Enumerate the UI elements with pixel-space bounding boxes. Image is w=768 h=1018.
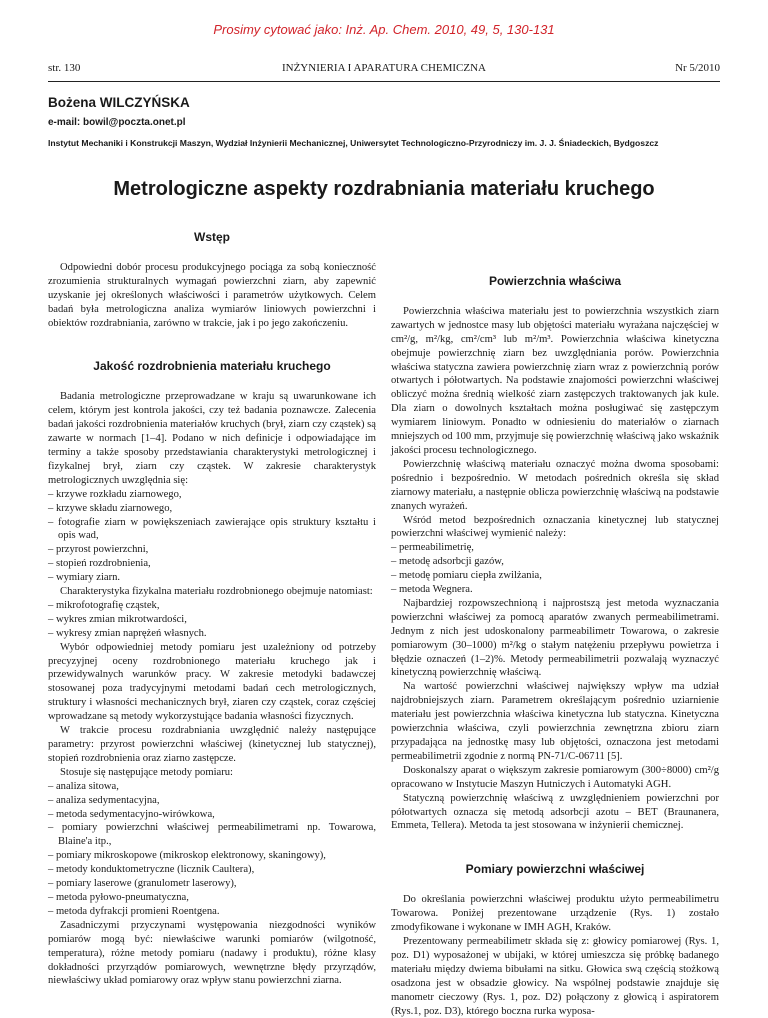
heading-wstep: Wstęp [194, 230, 230, 244]
heading-powierzchnia: Powierzchnia właściwa [488, 274, 622, 288]
paragraph: Badania metrologiczne przeprowadzane w kraju są uwarunkowane ich celem, którym jest kontrola jakości, czy też badania poznawcze. Zalecenia badań jakości rozdrobnienia materiałów kruchych (brył, ziarn czy cząstek) są zawarte w normach [1–4]. Podano w nich definicje i odpowiadające im terminy a także sposoby przedstawiania charakterystyki metrologicznej i fizykalnej brył, ziarn czy cząstek. W zakresie charakterystyk metrologicznych uwzględnia się: [48, 391, 376, 486]
list-item: – przyrost powierzchni, [48, 544, 149, 556]
list-direct-methods [391, 541, 719, 597]
paragraph: W trakcie procesu rozdrabniania uwzględnić należy następujące parametry: przyrost powierzchni właściwej (kinetycznej lub statycznej), stopień rozdrobnienia oraz ziarno zastępcze. [48, 725, 376, 764]
paragraph: Na wartość powierzchni właściwej największy wpływ ma udział najdrobniejszych ziarn. Parametrem określającym pośrednio uziarnienie materiału jest powierzchnia właściwa kinetyczna lub statyczna. Kinetyczna powierzchnia właściwa, czyli powierzchnia zewnętrzna zbioru ziarn przypadająca na jednostkę masy lub objętości, oznaczona jest metodami permeabilimetrii zgodnie z normą PN-71/C-06711 [5]. [391, 681, 719, 762]
paragraph: Do określania powierzchni właściwej produktu użyto permeabilimetru Towarowa. Poniżej prezentowane urządzenie (Rys. 1) zostało zmodyfikowane i wykonane w IMH AGH, Kraków. [391, 894, 719, 934]
citation-note: Prosimy cytować jako: Inż. Ap. Chem. 2010, 49, 5, 130-131 [213, 22, 555, 37]
paragraph: Statyczną powierzchnię właściwą z uwzględnieniem powierzchni por półotwartych oznacza się metodą adsorbcji azotu – BET (Braunanera, Emmeta, Tellera). Metoda ta jest stosowana w inżynierii chemicznej. [391, 792, 719, 832]
author-affiliation: Instytut Mechaniki i Konstrukcji Maszyn, Wydział Inżynierii Mechanicznej, Uniwersytet Technologiczno-Przyrodniczy im. J. J. Śniadeckich, Bydgoszcz [48, 138, 659, 148]
paragraph: Wśród metod bezpośrednich oznaczania kinetycznej lub statycznej powierzchni właściwej wymienić należy: [391, 514, 719, 540]
paragraph: Wybór odpowiedniej metody pomiaru jest uzależniony od potrzeby precyzyjnej oceny rozdrobnionego materiału kruchego jak i przewidywalnych warunków pracy. W zakresie metodyki badawczej stosowanej poza tradycyjnymi metodami badań cech metrologicznych, struktury i własności mechanicznych brył, ziaren czy cząstek, coraz częściej wprowadzane są metody wykorzystujące badania własności fizycznych. [48, 641, 376, 723]
paragraph: Najbardziej rozpowszechnioną i najprostszą jest metoda wyznaczania powierzchni właściwej za pomocą aparatów zwanych permeabilimetrami. Jednym z nich jest udoskonalony parmeabilimetr Towarowa, o zakresie pomiarowym (30–1000) m²/kg o stałym natężeniu przepływu powietrza i błędzie oznaczeń (1–2)%. Metody permeabilimetrii pozwalają wyznaczyć kinetyczną powierzchnię właściwą. [391, 597, 719, 679]
list-item: – metodę pomiaru ciepła zwilżania, [391, 570, 542, 582]
list-item: – permeabilimetrię, [391, 542, 474, 554]
list-item: – mikrofotografię cząstek, [48, 599, 160, 611]
paragraph: Charakterystyka fizykalna materiału rozdrobnionego obejmuje natomiast: [60, 586, 373, 598]
paragraph: Powierzchnię właściwą materiału oznaczyć można dwoma sposobami: pośrednio i bezpośrednio. W metodach pośrednich określa się skład ziarnowy materiału, a następnie oblicza powierzchnię właściwą na podstawie znanych wyrażeń. [391, 458, 719, 512]
list-item: – metoda pyłowo-pneumatyczna, [48, 891, 189, 903]
list-physical [48, 599, 376, 641]
list-item: – metodę adsorbcji gazów, [391, 556, 504, 568]
header-rule [48, 81, 720, 82]
list-item: – krzywe składu ziarnowego, [48, 502, 173, 514]
heading-pomiary: Pomiary powierzchni właściwej [465, 862, 645, 877]
list-item: – analiza sedymentacyjna, [48, 794, 160, 806]
paragraph: Stosuje się następujące metody pomiaru: [60, 766, 233, 778]
article-title: Metrologiczne aspekty rozdrabniania materiału kruchego [113, 178, 655, 200]
page-number: str. 130 [48, 62, 81, 74]
list-item: – krzywe rozkładu ziarnowego, [48, 488, 182, 500]
list-item: – analiza sitowa, [48, 780, 119, 792]
paragraph: Zasadniczymi przyczynami występowania niezgodności wyników pomiarów mogą być: niewłaściwe warunki pomiarów (wilgotność, temperatura), różne metody pomiaru (nadawy i produktu), różne klasy dokładności przyrządów pomiarowych, wewnętrzne błędy przyrządów, niewłaściwy układ pomiarowy oraz wpływ stanu powierzchni ziarna. [48, 919, 376, 987]
list-item: – metoda sedymentacyjno-wirówkowa, [48, 808, 215, 820]
list-metrological [48, 488, 376, 585]
paragraph: Odpowiedni dobór procesu produkcyjnego pociąga za sobą konieczność zrozumienia strukturalnych wymagań powierzchni ziarn, aby zapewnić uzyskanie jej określonych właściwości i parametrów użytkowych. Celem badań była metrologiczna analiza wymiarów liniowych powierzchni i obiektów rozdrabniania, zarówno w trakcie, jak i po jego zakończeniu. [48, 261, 376, 329]
list-item: – pomiary powierzchni właściwej permeabilimetrami np. Towarowa, Blaine'a itp., [48, 822, 376, 848]
left-column [48, 217, 376, 988]
right-column [391, 209, 719, 1018]
list-item: – fotografie ziarn w powiększeniach zawierające opis struktury kształtu i opis wad, [48, 516, 376, 542]
list-item: – pomiary laserowe (granulometr laserowy), [48, 878, 237, 890]
author-name: Bożena WILCZYŃSKA [48, 95, 190, 110]
list-item: – wykresy zmian naprężeń własnych. [48, 627, 207, 639]
journal-name: INŻYNIERIA I APARATURA CHEMICZNA [281, 62, 487, 74]
list-item: – wymiary ziarn. [48, 572, 121, 584]
list-item: – metody konduktometryczne (licznik Caultera), [48, 864, 255, 876]
paragraph: Powierzchnia właściwa materiału jest to powierzchnia wszystkich ziarn zawartych w jednostce masy lub objętości materiału wyrażana najczęściej w cm²/g, m²/kg, cm²/cm³ lub m²/m³. Powierzchnia właściwa kinetyczna obejmuje powierzchnię ziarn bez uwzględniania porów. Powierzchnia właściwa statyczna zawiera powierzchnię ziarn wraz z powierzchnią porów otwartych i półotwartych. Na podstawie znajomości powierzchni właściwej obliczyć można średnią wielkość ziarn zastępczych traktowanych jak kule. Dla ziarn o dowolnych kształtach można posługiwać się zastępczym wymiarem liniowym. Ponadto w odniesieniu do materiałów o ziarnach mniejszych od 100 mm, przyjmuje się powierzchnię właściwą jako wskaźnik jakości procesu technologicznego. [391, 305, 719, 456]
heading-jakosc: Jakość rozdrobnienia materiału kruchego [93, 359, 331, 374]
list-item: – wykres zmian mikrotwardości, [48, 613, 187, 625]
issue-number: Nr 5/2010 [675, 62, 720, 74]
list-item: – pomiary mikroskopowe (mikroskop elektronowy, skaningowy), [48, 850, 326, 862]
list-item: – stopień rozdrobnienia, [48, 558, 151, 570]
list-methods [48, 780, 376, 919]
author-email[interactable]: e-mail: bowil@poczta.onet.pl [48, 117, 186, 128]
paragraph: Prezentowany permeabilimetr składa się z: głowicy pomiarowej (Rys. 1, poz. D1) wyposażonej w ubijaki, w której umieszcza się próbkę badanego materiału między dwiema bibułami na sitku. Głowica swą częścią stożkową osadzona jest w obsadzie głowicy. Na wspólnej podstawie znajduje się manometr cieczowy (Rys. 1, poz. D2) połączony z głowicą i aspiratorem (Rys.1, poz. D3), którego boczna rurka wyposa- [391, 935, 719, 1017]
list-item: – metoda Wegnera. [391, 584, 473, 596]
list-item: – metoda dyfrakcji promieni Roentgena. [48, 905, 220, 917]
paragraph: Doskonalszy aparat o większym zakresie pomiarowym (300÷8000) cm²/g opracowano w Instytucie Maszyn Hutniczych i Automatyki AGH. [391, 764, 719, 790]
